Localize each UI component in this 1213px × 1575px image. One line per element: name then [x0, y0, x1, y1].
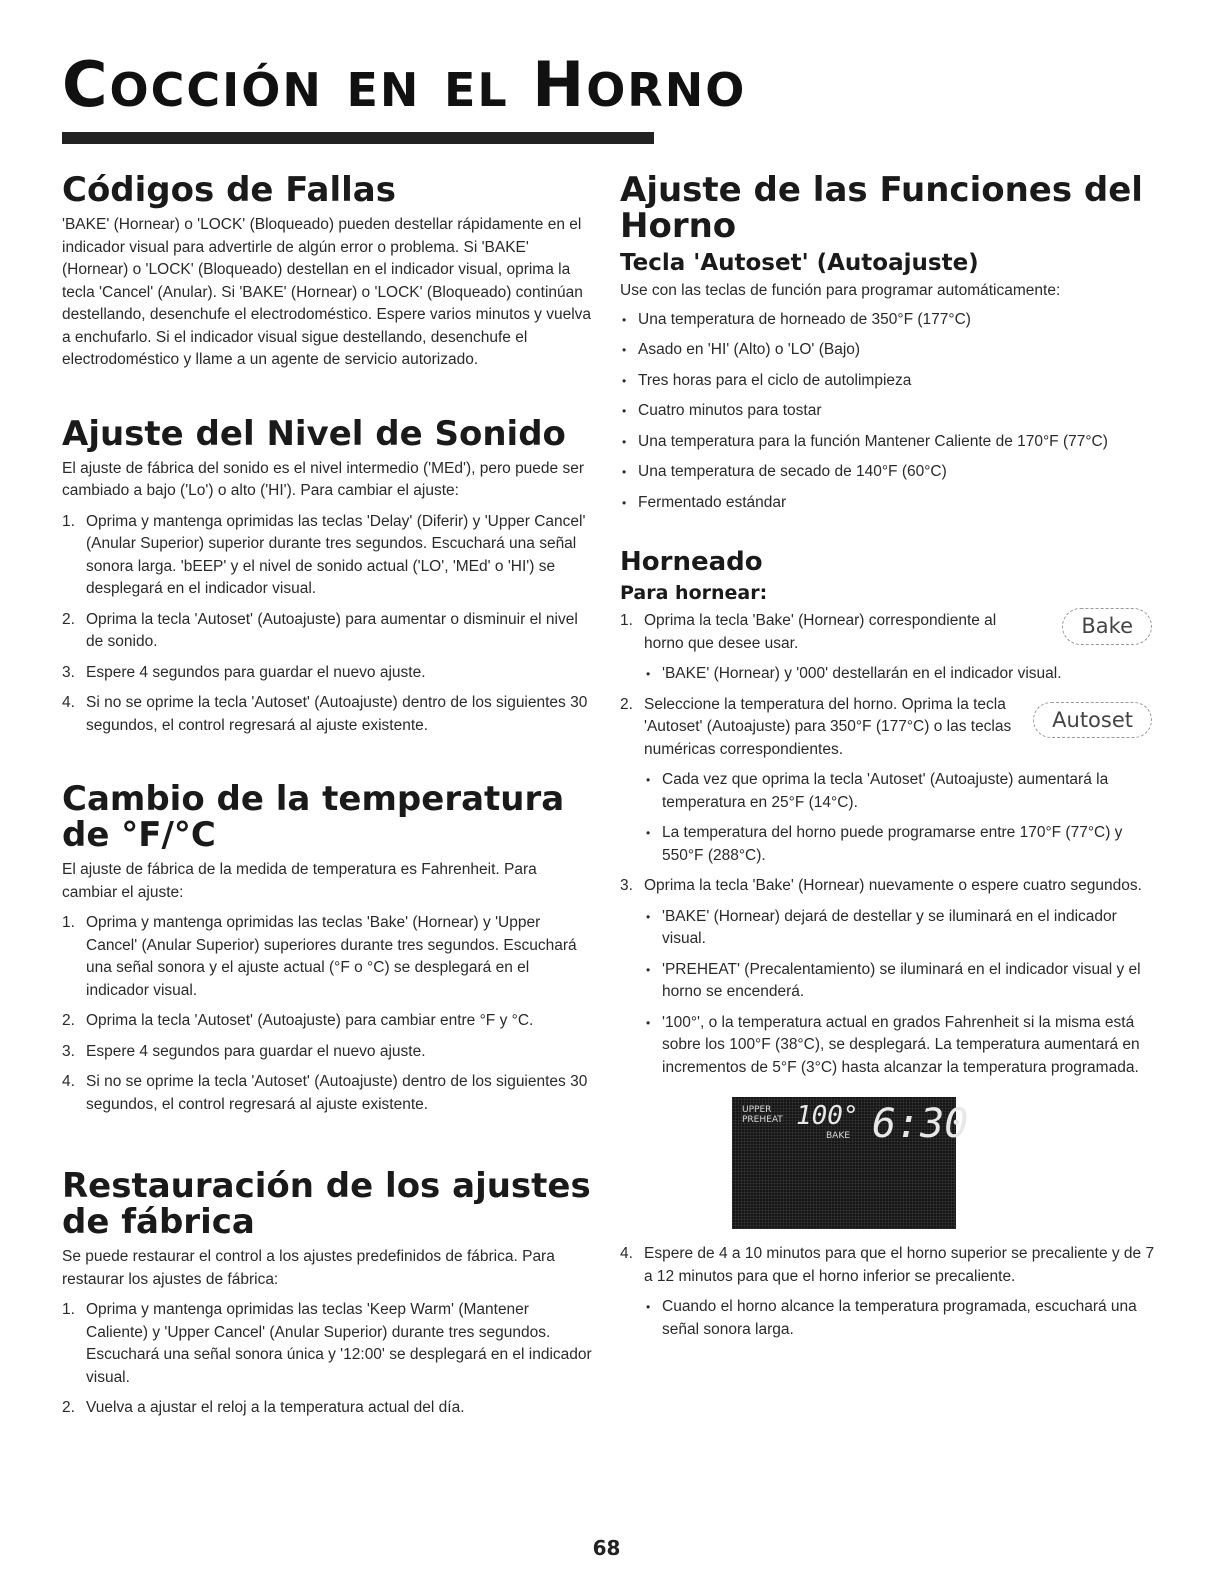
baking-section [620, 548, 1160, 1341]
display-temp: 100° [796, 1101, 859, 1131]
step2-bullets [644, 769, 1160, 867]
step3-bullets [644, 906, 1160, 1080]
list-item: • La temperatura del horno puede programarse entre 170°F (77°C) y 550°F (288°C). [644, 822, 1160, 867]
temp-section [62, 781, 592, 1116]
list-item: • 'BAKE' (Hornear) dejará de destellar y se iluminará en el indicador visual. [644, 906, 1160, 951]
list-item: 3. Espere 4 segundos para guardar el nuevo ajuste. [62, 1042, 426, 1060]
functions-section [620, 172, 1160, 514]
sound-body: El ajuste de fábrica del sonido es el nivel intermedio ('MEd'), pero puede ser cambiado a bajo ('Lo') o alto ('HI'). Para cambiar el ajuste: [62, 459, 585, 499]
faults-body: 'BAKE' (Hornear) o 'LOCK' (Bloqueado) pueden destellar rápidamente en el indicador visual para advertirle de algún error o problema. Si 'BAKE' (Hornear) o 'LOCK' (Bloqueado) destellan en el indicador visual, oprima la tecla 'Cancel' (Anular). Si 'BAKE' (Hornear) o 'LOCK' (Bloqueado) continúan destellando, desenchufe el electrodoméstico. Espere varios minutos y vuelva a enchufarlo. Si el indicador visual sigue destellando, desenchufe el electrodoméstico y llame a un agente de servicio autorizado. [62, 216, 592, 368]
list-item: • Cuatro minutos para tostar [620, 400, 1160, 423]
step1-bullets [644, 663, 1160, 686]
temp-body: El ajuste de fábrica de la medida de temperatura es Fahrenheit. Para cambiar el ajuste: [62, 861, 537, 901]
list-item: • Asado en 'HI' (Alto) o 'LO' (Bajo) [620, 339, 1160, 362]
list-item: • Cuando el horno alcance la temperatura programada, escuchará una señal sonora larga. [644, 1296, 1160, 1341]
functions-body: Use con las teclas de función para programar automáticamente: [620, 282, 1061, 299]
baking-steps [620, 610, 1160, 655]
reset-section [62, 1168, 592, 1420]
list-item: • Una temperatura de secado de 140°F (60°C) [620, 461, 1160, 484]
autoset-key-icon: Autoset [1033, 702, 1152, 739]
display-preheat-label: PREHEAT [742, 1115, 783, 1125]
sound-steps [62, 511, 592, 738]
temp-heading: Cambio de la temperatura de °F/°C [62, 779, 565, 855]
step4-bullets [644, 1296, 1160, 1341]
functions-bullets [620, 309, 1160, 515]
page-title: COCCIÓN EN EL HORNO [62, 48, 747, 121]
reset-heading: Restauración de los ajustes de fábrica [62, 1166, 591, 1242]
list-item: 2. Vuelva a ajustar el reloj a la temperatura actual del día. [62, 1399, 465, 1416]
list-item: • Fermentado estándar [620, 492, 1160, 515]
list-item: 1. Oprima y mantenga oprimidas las teclas 'Keep Warm' (Mantener Caliente) y 'Upper Cancel' (Anular Superior) durante tres segundos. Escuchará una señal sonora única y '12:00' se desplegará en el indicador visual. [62, 1301, 592, 1386]
list-item: 4. Si no se oprime la tecla 'Autoset' (Autoajuste) dentro de los siguientes 30 segundos, el control regresará al ajuste existente. [62, 694, 588, 734]
baking-subheading: Para hornear: [620, 582, 768, 604]
autoset-subheading: Tecla 'Autoset' (Autoajuste) [620, 250, 979, 276]
list-item: 3. Oprima la tecla 'Bake' (Hornear) nuevamente o espere cuatro segundos. [620, 877, 1142, 894]
list-item: • Cada vez que oprima la tecla 'Autoset' (Autoajuste) aumentará la temperatura en 25°F (14°C). [644, 769, 1160, 814]
list-item: 4. Si no se oprime la tecla 'Autoset' (Autoajuste) dentro de los siguientes 30 segundos, el control regresará al ajuste existente. [62, 1073, 588, 1113]
baking-steps [620, 875, 1160, 898]
reset-steps [62, 1299, 592, 1420]
list-item: 2. Oprima la tecla 'Autoset' (Autoajuste) para aumentar o disminuir el nivel de sonido. [62, 610, 578, 650]
title-rule [62, 132, 654, 144]
oven-display-image [732, 1097, 969, 1229]
list-item: • '100°', o la temperatura actual en grados Fahrenheit si la misma está sobre los 100°F (38°C), se desplegará. La temperatura aumentará en incrementos de 5°F (3°C) hasta alcanzar la temperatura programada. [644, 1012, 1160, 1080]
baking-heading: Horneado [620, 547, 763, 577]
list-item: • Una temperatura para la función Mantener Caliente de 170°F (77°C) [620, 431, 1160, 454]
right-column [620, 172, 1160, 1349]
display-upper-label: UPPER [742, 1105, 772, 1115]
list-item: 3. Espere 4 segundos para guardar el nuevo ajuste. [62, 663, 426, 681]
list-item: 2. Seleccione la temperatura del horno. Oprima la tecla 'Autoset' (Autoajuste) para 350°F (177°C) o las teclas numéricas correspondientes. Autoset [620, 694, 1160, 762]
list-item: 1. Oprima la tecla 'Bake' (Hornear) correspondiente al horno que desee usar. Bake [620, 610, 1160, 655]
baking-steps [620, 1243, 1160, 1288]
list-item: • Tres horas para el ciclo de autolimpieza [620, 370, 1160, 393]
list-item: • 'PREHEAT' (Precalentamiento) se iluminará en el indicador visual y el horno se encenderá. [644, 959, 1160, 1004]
list-item: 1. Oprima y mantenga oprimidas las teclas 'Delay' (Diferir) y 'Upper Cancel' (Anular Superior) superior durante tres segundos. Escuchará una señal sonora larga. 'bEEP' y el nivel de sonido actual ('LO', 'MEd' o 'HI') se desplegará en el indicador visual. [62, 512, 586, 597]
functions-heading: Ajuste de las Funciones del Horno [620, 170, 1143, 246]
display-bake-label: BAKE [826, 1131, 850, 1141]
reset-body: Se puede restaurar el control a los ajustes predefinidos de fábrica. Para restaurar los ajustes de fábrica: [62, 1248, 555, 1288]
list-item: 4. Espere de 4 a 10 minutos para que el horno superior se precaliente y de 7 a 12 minutos para que el horno inferior se precaliente. [620, 1245, 1155, 1285]
display-time: 6:30 [872, 1101, 969, 1147]
left-column [62, 172, 592, 1428]
list-item: • 'BAKE' (Hornear) y '000' destellarán en el indicador visual. [644, 663, 1160, 686]
faults-section [62, 172, 592, 372]
sound-section [62, 413, 592, 738]
baking-steps [620, 694, 1160, 762]
temp-steps [62, 912, 592, 1116]
sound-heading: Ajuste del Nivel de Sonido [62, 413, 566, 454]
bake-key-icon: Bake [1062, 608, 1152, 645]
list-item: 2. Oprima la tecla 'Autoset' (Autoajuste) para cambiar entre °F y °C. [62, 1012, 534, 1029]
faults-heading: Códigos de Fallas [62, 170, 396, 210]
list-item: • Una temperatura de horneado de 350°F (177°C) [620, 309, 1160, 332]
list-item: 1. Oprima y mantenga oprimidas las teclas 'Bake' (Hornear) y 'Upper Cancel' (Anular Superior) superiores durante tres segundos. Escuchará una señal sonora y el ajuste actual (°F o °C) se desplegará en el indicador visual. [62, 914, 577, 999]
page-number: 68 [592, 1536, 621, 1560]
